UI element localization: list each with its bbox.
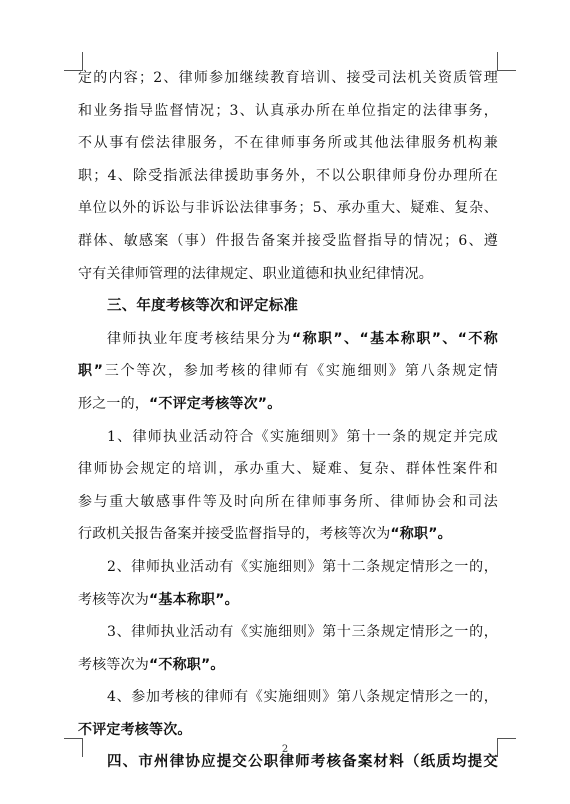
text-line: 和业务指导监督情况；3、认真承办所在单位指定的法律事务，	[78, 102, 498, 119]
text-run: 考核等次为	[78, 591, 149, 608]
text-line: 不从事有偿法律服务，不在律师事务所或其他法律服务机构兼	[78, 135, 498, 152]
text-line: 职；4、除受指派法律援助事务外，不以公职律师身份办理所在	[78, 167, 498, 184]
text-line: 守有关律师管理的法律规定、职业道德和执业纪律情况。	[78, 265, 433, 282]
grade-incompetent: “不称职”。	[149, 656, 225, 673]
grades-paragraph-line	[78, 355, 498, 388]
grades-bold: 职”	[78, 363, 104, 380]
text-line: 单位以外的诉讼与非诉讼法律事务；5、承办重大、疑难、复杂、	[78, 200, 498, 217]
item-2-line: 2、律师执业活动有《实施细则》第十二条规定情形之一的，	[107, 558, 498, 575]
item-3-line	[78, 649, 498, 682]
text-run: 考核等次为	[78, 656, 149, 673]
section-heading-4: 四、市州律协应提交公职律师考核备案材料（纸质均提交	[107, 754, 498, 771]
grade-competent: “称职”。	[390, 526, 452, 543]
grade-not-rated: “不评定考核等次”。	[149, 395, 282, 412]
text-run: 三个等次，参加考核的律师有《实施细则》第八条规定情	[103, 363, 499, 380]
text-run: 形之一的，	[78, 395, 149, 412]
item-4-line	[78, 714, 498, 747]
grades-paragraph-line	[78, 388, 498, 421]
document-body	[78, 62, 498, 779]
item-2-line	[78, 584, 498, 617]
page-number: 2	[281, 744, 289, 755]
grades-bold: “称职”、“基本称职”、“不称	[291, 330, 498, 347]
item-1-line: 律师协会规定的培训，承办重大、疑难、复杂、群体性案件和	[78, 461, 498, 478]
grade-basically-competent: “基本称职”。	[149, 591, 239, 608]
grades-paragraph-line	[78, 323, 498, 356]
item-1-line	[78, 518, 498, 551]
text-line: 定的内容；2、律师参加继续教育培训、接受司法机关资质管理	[78, 70, 498, 86]
crop-mark-top-right	[497, 52, 516, 71]
item-4-line: 4、参加考核的律师有《实施细则》第八条规定情形之一的，	[107, 689, 498, 706]
item-1-line: 参与重大敏感事件等及时向所在律师事务所、律师协会和司法	[78, 493, 498, 510]
text-run: 行政机关报告备案并接受监督指导的，考核等次为	[78, 526, 391, 543]
section-heading-3: 三、年度考核等次和评定标准	[107, 298, 299, 315]
text-run: 律师执业年度考核结果分为	[107, 330, 292, 347]
item-3-line: 3、律师执业活动有《实施细则》第十三条规定情形之一的，	[107, 624, 498, 641]
item-1-line: 1、律师执业活动符合《实施细则》第十一条的规定并完成	[107, 428, 498, 445]
text-line: 群体、敏感案（事）件报告备案并接受监督指导的情况；6、遵	[78, 232, 498, 249]
grade-not-rated: 不评定考核等次。	[78, 721, 192, 738]
